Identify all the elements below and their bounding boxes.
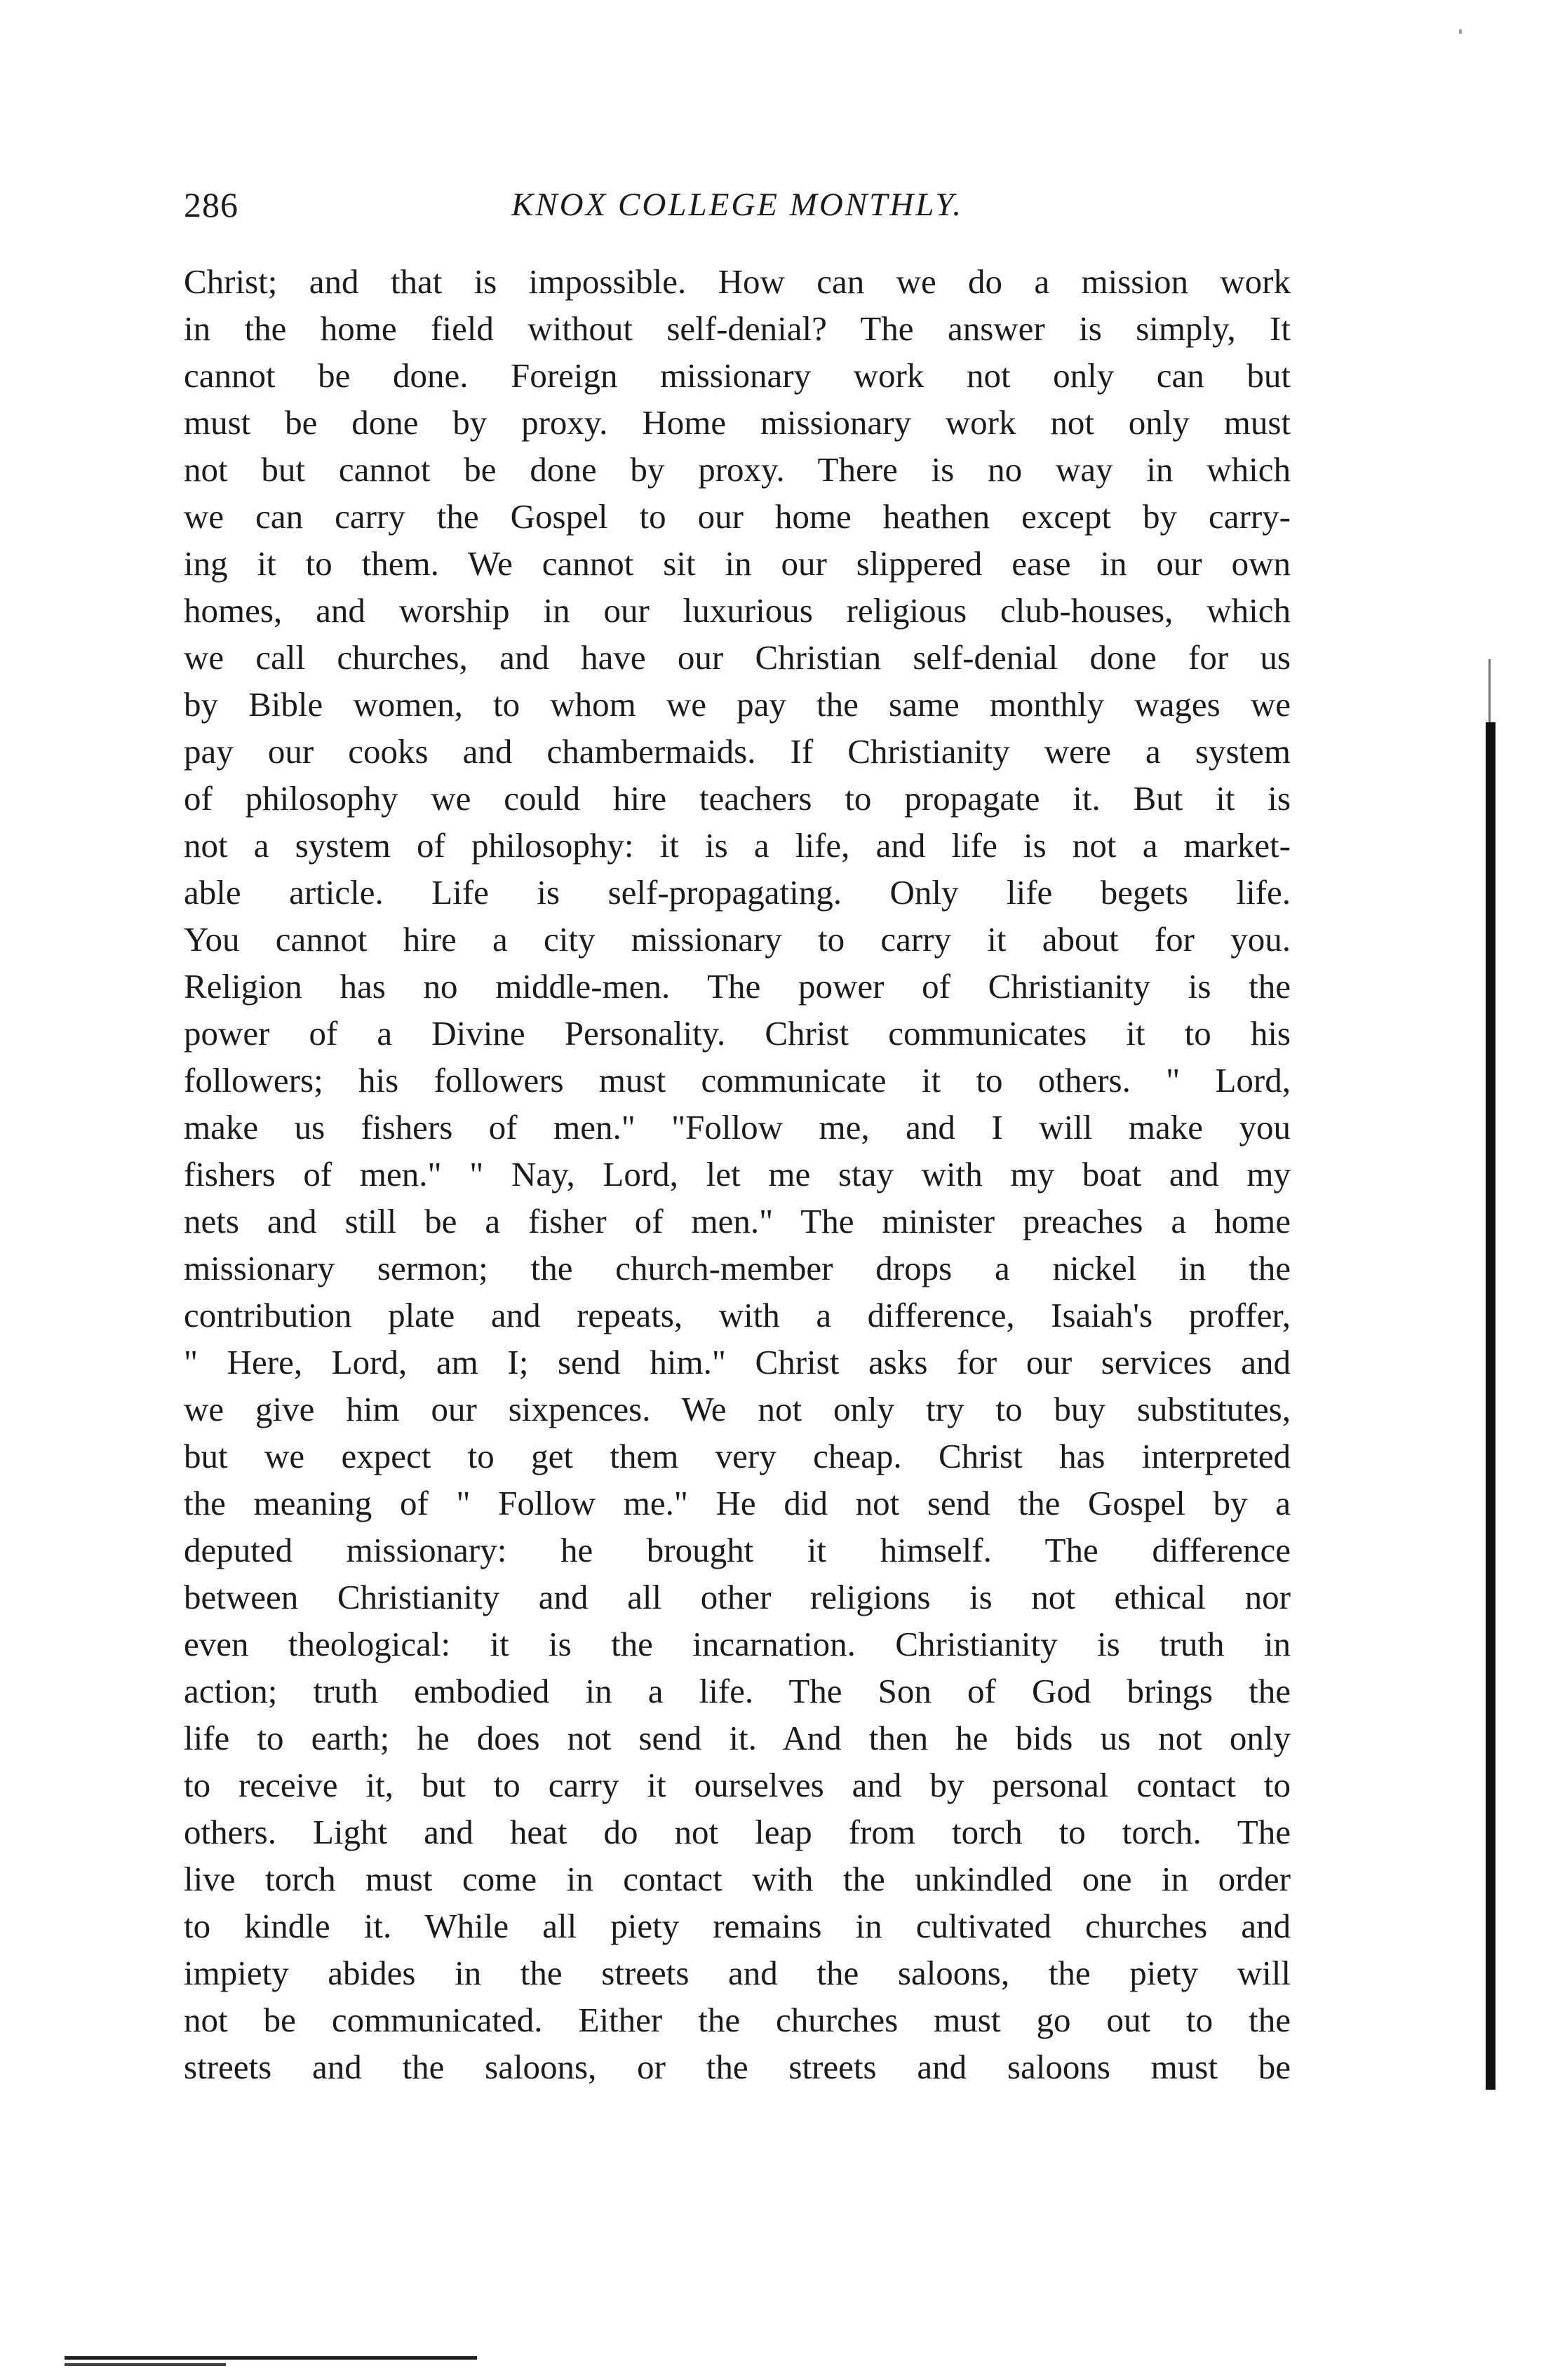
text-line: cannot be done. Foreign missionary work not only can but: [184, 356, 1291, 395]
text-line: ing it to them. We cannot sit in our slippered ease in our own: [184, 544, 1291, 583]
text-line: to receive it, but to carry it ourselves and by personal contact to: [184, 1766, 1291, 1804]
text-line: able article. Life is self-propagating. Only life begets life.: [184, 873, 1291, 912]
body-text: [184, 258, 1291, 2090]
text-line: nets and still be a fisher of men." The minister preaches a home: [184, 1202, 1291, 1240]
text-line: we call churches, and have our Christian self-denial done for us: [184, 638, 1291, 677]
text-line: not be communicated. Either the churches must go out to the: [184, 2001, 1291, 2039]
text-line: not but cannot be done by proxy. There is no way in which: [184, 450, 1291, 489]
text-line: life to earth; he does not send it. And then he bids us not only: [184, 1719, 1291, 1757]
running-title: KNOX COLLEGE MONTHLY.: [511, 187, 964, 223]
text-line: pay our cooks and chambermaids. If Christianity were a system: [184, 732, 1291, 771]
scan-bottom-rule: [65, 2363, 226, 2366]
page-number: 286: [184, 185, 238, 224]
text-line: Christ; and that is impossible. How can we do a mission work: [184, 262, 1291, 301]
text-line: we give him our sixpences. We not only try to buy substitutes,: [184, 1390, 1291, 1428]
text-line: contribution plate and repeats, with a difference, Isaiah's proffer,: [184, 1296, 1291, 1334]
paper-speck: [1459, 29, 1462, 34]
text-line: by Bible women, to whom we pay the same monthly wages we: [184, 685, 1291, 724]
text-line: to kindle it. While all piety remains in cultivated churches and: [184, 1907, 1291, 1945]
text-line: not a system of philosophy: it is a life, and life is not a market-: [184, 826, 1291, 865]
text-line: we can carry the Gospel to our home heathen except by carry-: [184, 497, 1291, 536]
text-line: of philosophy we could hire teachers to propagate it. But it is: [184, 779, 1291, 818]
text-line: impiety abides in the streets and the saloons, the piety will: [184, 1954, 1291, 1992]
text-line: Religion has no middle-men. The power of Christianity is the: [184, 967, 1291, 1006]
text-line: " Here, Lord, am I; send him." Christ asks for our services and: [184, 1343, 1291, 1381]
text-line: missionary sermon; the church-member drops a nickel in the: [184, 1249, 1291, 1287]
text-line: in the home field without self-denial? The answer is simply, It: [184, 309, 1291, 348]
text-line: live torch must come in contact with the unkindled one in order: [184, 1860, 1291, 1898]
page-header: [184, 177, 1291, 233]
text-line: followers; his followers must communicate it to others. " Lord,: [184, 1061, 1291, 1100]
text-line: even theological: it is the incarnation. Christianity is truth in: [184, 1625, 1291, 1663]
text-line: the meaning of " Follow me." He did not send the Gospel by a: [184, 1484, 1291, 1522]
text-line: must be done by proxy. Home missionary work not only must: [184, 403, 1291, 442]
scan-edge-shadow: [1486, 722, 1495, 2090]
text-line: deputed missionary: he brought it himself. The difference: [184, 1531, 1291, 1569]
scan-bottom-rule: [65, 2356, 477, 2360]
text-line: power of a Divine Personality. Christ communicates it to his: [184, 1014, 1291, 1053]
text-line: You cannot hire a city missionary to carry it about for you.: [184, 920, 1291, 959]
text-line: streets and the saloons, or the streets and saloons must be: [184, 2048, 1291, 2086]
text-line: homes, and worship in our luxurious religious club-houses, which: [184, 591, 1291, 630]
text-line: fishers of men." " Nay, Lord, let me stay with my boat and my: [184, 1155, 1291, 1194]
text-line: make us fishers of men." "Follow me, and I will make you: [184, 1108, 1291, 1147]
text-line: but we expect to get them very cheap. Christ has interpreted: [184, 1437, 1291, 1475]
text-line: others. Light and heat do not leap from torch to torch. The: [184, 1813, 1291, 1851]
text-line: action; truth embodied in a life. The Son of God brings the: [184, 1672, 1291, 1710]
text-line: between Christianity and all other religions is not ethical nor: [184, 1578, 1291, 1616]
